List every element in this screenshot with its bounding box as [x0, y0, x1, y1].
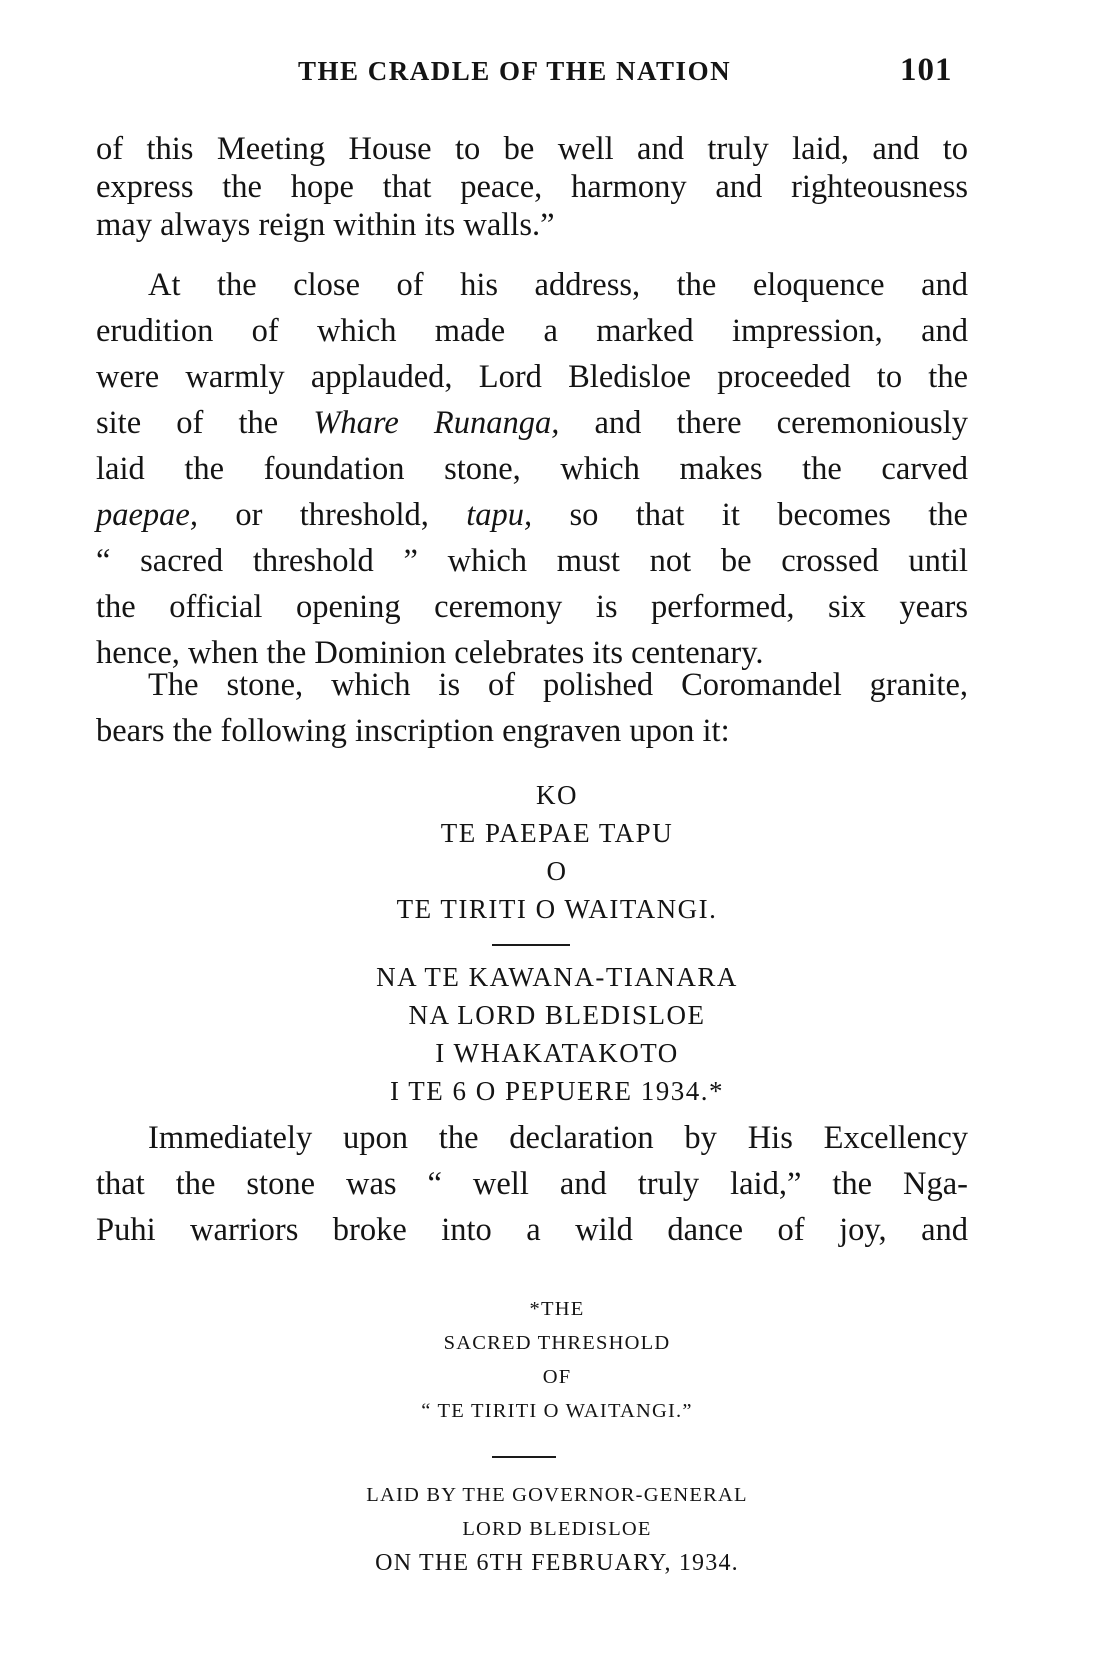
- text-line: The stone, which is of polished Coromandel granite,: [148, 667, 968, 703]
- inscription-divider: [492, 944, 570, 946]
- inscription-line: KO: [536, 780, 578, 810]
- footnote-line: LORD BLEDISLOE: [462, 1518, 652, 1540]
- italic-term: Whare Runanga,: [313, 405, 560, 441]
- footnote-line: ON THE 6TH FEBRUARY, 1934.: [375, 1550, 739, 1576]
- text-line: of this Meeting House to be well and truly laid, and to: [96, 131, 968, 167]
- inscription-line: O: [546, 856, 568, 886]
- text-line: the official opening ceremony is performed, six years: [96, 589, 968, 625]
- text-run: site of the: [96, 405, 314, 441]
- italic-term: tapu,: [466, 497, 533, 533]
- footnote-translation-dedication: [0, 1478, 1114, 1580]
- page-number: 101: [900, 52, 953, 88]
- paragraph-declaration: [96, 1115, 968, 1253]
- inscription-line: NA LORD BLEDISLOE: [408, 1000, 706, 1030]
- footnote-line: LAID BY THE GOVERNOR-GENERAL: [366, 1484, 748, 1506]
- footnote-line: *THE: [529, 1298, 585, 1320]
- footnote-divider: [492, 1456, 556, 1458]
- footnote-translation-title: [0, 1292, 1114, 1428]
- text-line: [96, 400, 968, 446]
- text-line: erudition of which made a marked impression, and: [96, 313, 968, 349]
- paragraph-quote-ending: [96, 130, 968, 244]
- paragraph-stone-description: [96, 662, 968, 754]
- inscription-dedication: [0, 958, 1114, 1110]
- text-run: so that it becomes the: [532, 497, 968, 533]
- inscription-line: TE PAEPAE TAPU: [440, 818, 674, 848]
- footnote-line: “ TE TIRITI O WAITANGI.”: [421, 1400, 693, 1422]
- text-line: [96, 492, 968, 538]
- text-line: “ sacred threshold ” which must not be crossed until: [96, 543, 968, 579]
- inscription-line: I WHAKATAKOTO: [435, 1038, 679, 1068]
- inscription-line: NA TE KAWANA-TIANARA: [376, 962, 738, 992]
- text-line: were warmly applauded, Lord Bledisloe proceeded to the: [96, 359, 968, 395]
- text-line: Immediately upon the declaration by His Excellency: [148, 1120, 968, 1156]
- text-line: may always reign within its walls.”: [96, 207, 555, 243]
- text-line: laid the foundation stone, which makes the carved: [96, 451, 968, 487]
- text-line: At the close of his address, the eloquence and: [148, 267, 968, 303]
- text-line: express the hope that peace, harmony and righteousness: [96, 169, 968, 205]
- text-run: and there ceremoniously: [559, 405, 968, 441]
- running-title: THE CRADLE OF THE NATION: [298, 56, 732, 86]
- page-header: [0, 52, 1114, 92]
- inscription-line: I TE 6 O PEPUERE 1934.*: [389, 1076, 724, 1106]
- inscription-line: TE TIRITI O WAITANGI.: [396, 894, 718, 924]
- italic-term: paepae,: [96, 497, 198, 533]
- inscription-title: [0, 776, 1114, 928]
- text-line: bears the following inscription engraven upon it:: [96, 713, 730, 749]
- paragraph-foundation-stone: [96, 262, 968, 676]
- text-line: hence, when the Dominion celebrates its centenary.: [96, 635, 764, 671]
- text-line: that the stone was “ well and truly laid,” the Nga-: [96, 1166, 968, 1202]
- footnote-line: SACRED THRESHOLD: [443, 1332, 671, 1354]
- footnote-line: OF: [542, 1366, 572, 1388]
- text-line: Puhi warriors broke into a wild dance of joy, and: [96, 1212, 968, 1248]
- text-run: or threshold,: [197, 497, 467, 533]
